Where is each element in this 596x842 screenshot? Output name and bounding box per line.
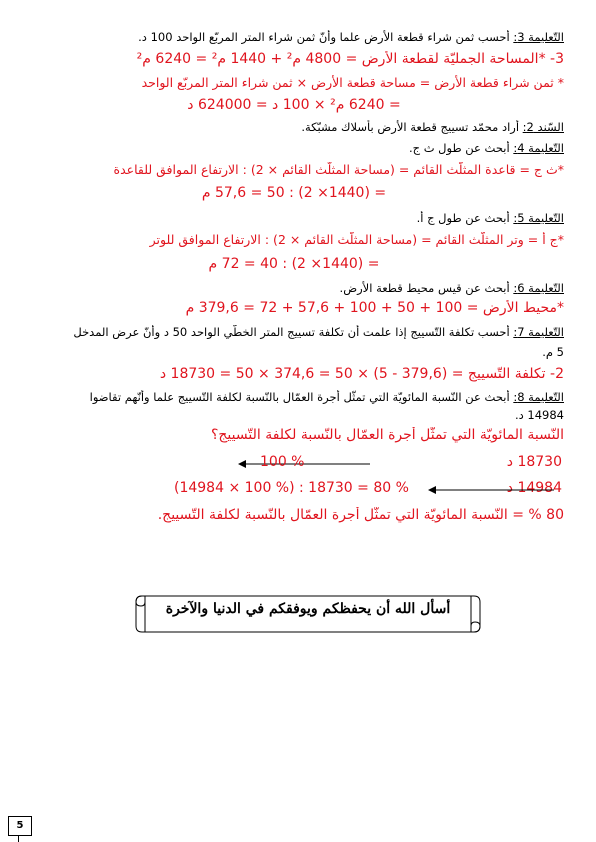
closing-prayer: أسأل الله أن يحفظكم ويوفقكم في الدنيا والآخرة — [165, 601, 451, 617]
answer-percentage-conclusion: 80 % = النّسبة المائويّة التي تمثّل أجرة العمّال بالنّسبة لكلفة التّسييج. — [157, 507, 564, 523]
answer-fencing-cost: 2- تكلفة التّسييج = (379,6 - 5) × 50 = 374,6 × 50 = 18730 د — [159, 366, 564, 382]
instruction-5 — [24, 211, 564, 225]
proportion-row-2 — [110, 480, 590, 502]
proportion-percent: 100 % — [260, 454, 305, 470]
document-label: السّند 2: — [522, 120, 564, 134]
instruction-label: التّعليمة 5: — [513, 211, 564, 225]
answer-price-result: = 6240 م² × 100 د = 624000 د — [187, 97, 401, 113]
proportion-amount: 18730 د — [506, 454, 562, 470]
instruction-label: التّعليمة 8: — [513, 390, 564, 404]
instruction-6 — [24, 281, 564, 295]
instruction-label: التّعليمة 4: — [513, 141, 564, 155]
answer-side-formula: *ث ج = قاعدة المثلّث القائم = (مساحة المثلّث القائم × 2) : الارتفاع الموافق للقاعدة — [113, 162, 564, 177]
arrow-left-icon — [238, 458, 372, 470]
instruction-7 — [24, 325, 564, 339]
instruction-8 — [24, 390, 564, 404]
proportion-amount: 14984 د — [506, 480, 562, 496]
closing-scroll — [132, 592, 484, 634]
instruction-text: أبحث عن طول ث ج. — [408, 141, 514, 155]
instruction-label: التّعليمة 7: — [513, 325, 564, 339]
answer-hypotenuse-result: = (1440× 2) : 40 = 72 م — [208, 256, 380, 272]
instruction-label: التّعليمة 3: — [513, 30, 564, 44]
answer-hypotenuse-formula: *ج أ = وتر المثلّث القائم = (مساحة المثلّث القائم × 2) : الارتفاع الموافق للوتر — [149, 232, 564, 247]
document-2 — [24, 120, 564, 134]
proportion-row-1 — [110, 454, 590, 476]
instruction-7-continued: 5 م. — [542, 345, 564, 359]
answer-percentage-question: النّسبة المائويّة التي تمثّل أجرة العمّال بالنّسبة لكلفة التّسييج؟ — [210, 427, 564, 443]
instruction-3 — [24, 30, 564, 44]
instruction-text: أبحث عن النّسبة المائويّة التي تمثّل أجرة العمّال بالنّسبة لكلفة التّسييج علما وأنّهم تقاضوا — [89, 390, 514, 404]
answer-total-area: 3- *المساحة الجمليّة لقطعة الأرض = 4800 م² + 1440 م² = 6240 م² — [136, 51, 564, 67]
instruction-label: التّعليمة 6: — [513, 281, 564, 295]
instruction-4 — [24, 141, 564, 155]
proportion-percent: (14984 × 100 %) : 18730 = 80 % — [174, 480, 409, 496]
instruction-text: أبحث عن قيس محيط قطعة الأرض. — [339, 281, 514, 295]
answer-perimeter: *محيط الأرض = 100 + 50 + 100 + 57,6 + 72 = 379,6 م — [185, 300, 564, 316]
document-text: أراد محمّد تسييج قطعة الأرض بأسلاك مشبّكة. — [301, 120, 523, 134]
answer-price-formula: * ثمن شراء قطعة الأرض = مساحة قطعة الأرض × ثمن شراء المتر المربّع الواحد — [141, 75, 564, 90]
instruction-text: أبحث عن طول ج أ. — [416, 211, 514, 225]
instruction-8-continued: 14984 د. — [514, 408, 564, 422]
instruction-text: أحسب تكلفة التّسييج إذا علمت أن تكلفة تسييج المتر الخطّي الواحد 50 د وأنّ عرض المدخل — [73, 325, 514, 339]
instruction-text: أحسب ثمن شراء قطعة الأرض علما وأنّ ثمن شراء المتر المربّع الواحد 100 د. — [138, 30, 514, 44]
page-number-tick — [18, 835, 19, 842]
arrow-left-icon — [428, 484, 556, 496]
page-number: 5 — [8, 816, 32, 836]
answer-side-result: = (1440× 2) : 50 = 57,6 م — [201, 185, 387, 201]
